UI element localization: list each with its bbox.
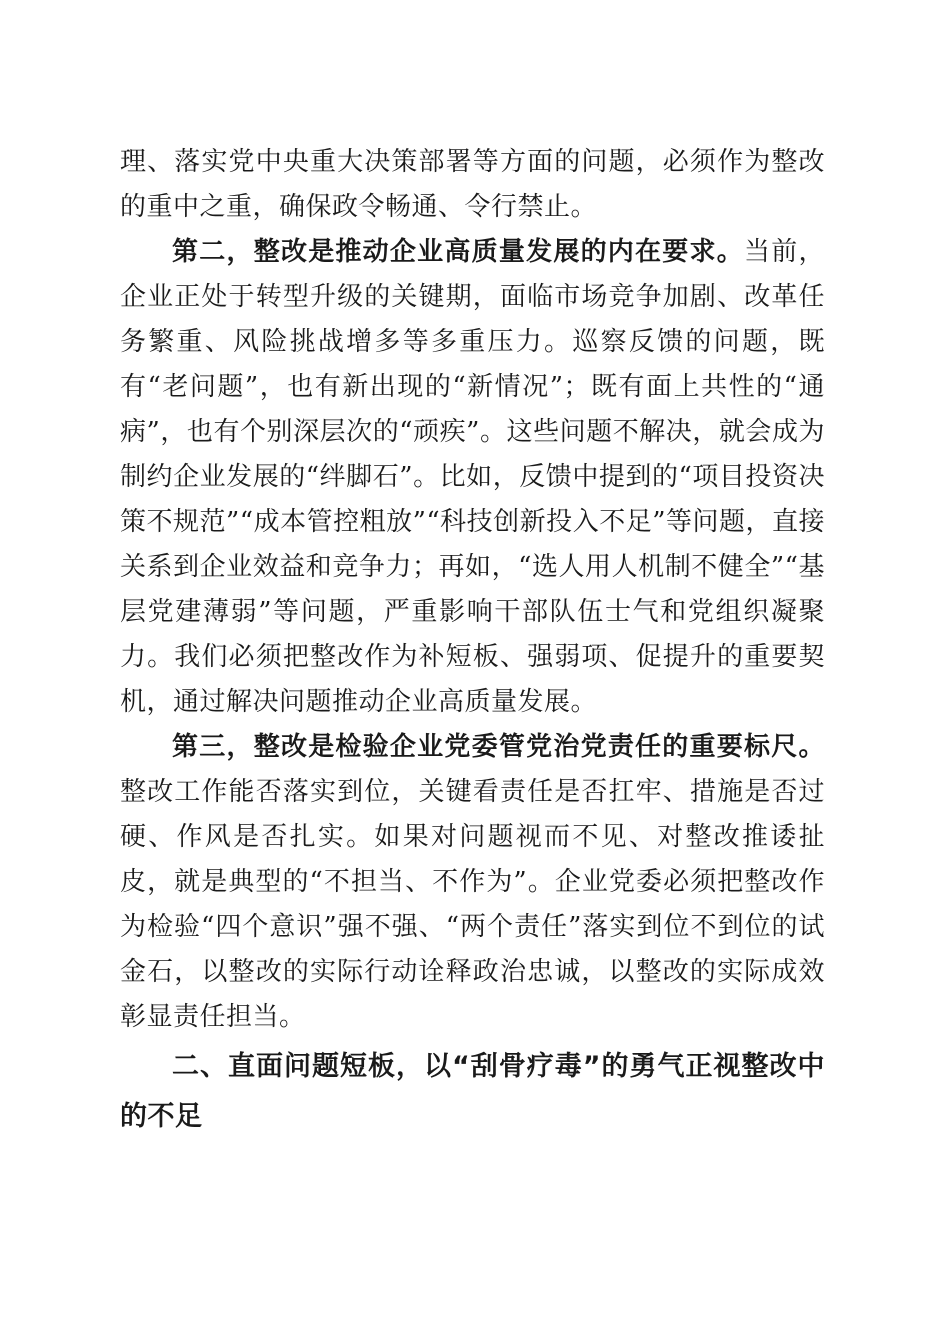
document-page <box>120 140 825 1142</box>
point-three-paragraph <box>120 725 825 1040</box>
continuation-paragraph: 理、落实党中央重大决策部署等方面的问题，必须作为整改的重中之重，确保政令畅通、令行禁止。 <box>120 147 825 222</box>
point-three-lead: 第三，整改是检验企业党委管党治党责任的重要标尺。 <box>172 732 825 762</box>
point-two-paragraph <box>120 230 825 725</box>
section-heading: 二、直面问题短板，以“刮骨疗毒”的勇气正视整改中的不足 <box>120 1051 825 1132</box>
point-three-body: 整改工作能否落实到位，关键看责任是否扛牢、措施是否过硬、作风是否扎实。如果对问题视而不见、对整改推诿扯皮，就是典型的“不担当、不作为”。企业党委必须把整改作为检验“四个意识”强不强、“两个责任”落实到位不到位的试金石，以整改的实际行动诠释政治忠诚，以整改的实际成效彰显责任担当。 <box>120 777 825 1032</box>
point-two-body: 当前，企业正处于转型升级的关键期，面临市场竞争加剧、改革任务繁重、风险挑战增多等多重压力。巡察反馈的问题，既有“老问题”，也有新出现的“新情况”；既有面上共性的“通病”，也有个别深层次的“顽疾”。这些问题不解决，就会成为制约企业发展的“绊脚石”。比如，反馈中提到的“项目投资决策不规范”“成本管控粗放”“科技创新投入不足”等问题，直接关系到企业效益和竞争力；再如，“选人用人机制不健全”“基层党建薄弱”等问题，严重影响干部队伍士气和党组织凝聚力。我们必须把整改作为补短板、强弱项、促提升的重要契机，通过解决问题推动企业高质量发展。 <box>120 237 825 717</box>
point-two-lead: 第二，整改是推动企业高质量发展的内在要求。 <box>172 237 744 267</box>
